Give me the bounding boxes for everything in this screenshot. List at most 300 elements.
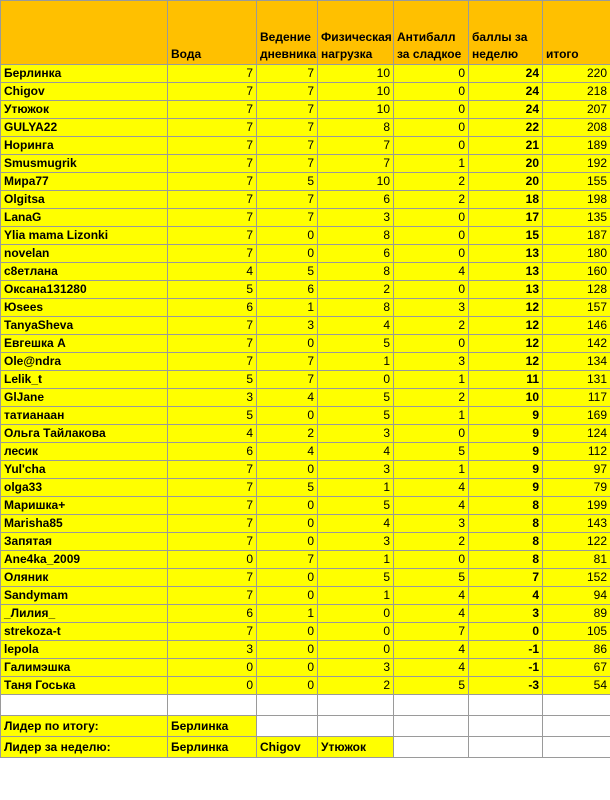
cell-physical[interactable]: 6: [318, 191, 394, 209]
cell-diary[interactable]: 0: [257, 335, 318, 353]
cell-week[interactable]: 15: [469, 227, 543, 245]
cell-name[interactable]: olga33: [1, 479, 168, 497]
cell-diary[interactable]: 7: [257, 101, 318, 119]
cell-total[interactable]: 94: [543, 587, 610, 605]
cell-total[interactable]: 142: [543, 335, 610, 353]
cell-physical[interactable]: 5: [318, 497, 394, 515]
table-row: [1, 245, 610, 263]
cell-physical[interactable]: 6: [318, 245, 394, 263]
cell-voda[interactable]: 7: [168, 335, 257, 353]
cell-week[interactable]: 12: [469, 317, 543, 335]
cell-week[interactable]: 12: [469, 353, 543, 371]
empty-cell[interactable]: [394, 716, 469, 737]
cell-name[interactable]: Ole@ndra: [1, 353, 168, 371]
cell-name[interactable]: Lelik_t: [1, 371, 168, 389]
table-row: [1, 371, 610, 389]
table-row: [1, 461, 610, 479]
empty-cell[interactable]: [1, 695, 168, 716]
empty-cell[interactable]: [543, 737, 610, 758]
cell-week[interactable]: 9: [469, 461, 543, 479]
cell-total[interactable]: 155: [543, 173, 610, 191]
cell-antiball[interactable]: 1: [394, 407, 469, 425]
cell-name[interactable]: Chigov: [1, 83, 168, 101]
cell-voda[interactable]: 7: [168, 119, 257, 137]
cell-total[interactable]: 198: [543, 191, 610, 209]
cell-physical[interactable]: 7: [318, 137, 394, 155]
cell-diary[interactable]: 0: [257, 461, 318, 479]
cell-total[interactable]: 135: [543, 209, 610, 227]
table-row: [1, 677, 610, 695]
cell-voda[interactable]: 0: [168, 659, 257, 677]
cell-total[interactable]: 189: [543, 137, 610, 155]
cell-diary[interactable]: 0: [257, 227, 318, 245]
cell-name[interactable]: Оксана131280: [1, 281, 168, 299]
cell-diary[interactable]: 7: [257, 371, 318, 389]
cell-total[interactable]: 117: [543, 389, 610, 407]
cell-total[interactable]: 218: [543, 83, 610, 101]
cell-physical[interactable]: 10: [318, 65, 394, 83]
cell-total[interactable]: 207: [543, 101, 610, 119]
empty-cell[interactable]: [543, 695, 610, 716]
header-diary[interactable]: Ведение дневника: [257, 1, 318, 65]
cell-diary[interactable]: 0: [257, 677, 318, 695]
cell-diary[interactable]: 6: [257, 281, 318, 299]
empty-cell[interactable]: [318, 695, 394, 716]
empty-cell[interactable]: [394, 737, 469, 758]
cell-physical[interactable]: 0: [318, 371, 394, 389]
table-row: [1, 443, 610, 461]
empty-cell[interactable]: [469, 716, 543, 737]
cell-voda[interactable]: 7: [168, 461, 257, 479]
cell-voda[interactable]: 7: [168, 245, 257, 263]
cell-antiball[interactable]: 1: [394, 155, 469, 173]
empty-cell[interactable]: [318, 716, 394, 737]
cell-physical[interactable]: 3: [318, 209, 394, 227]
cell-antiball[interactable]: 5: [394, 569, 469, 587]
cell-total[interactable]: 146: [543, 317, 610, 335]
cell-antiball[interactable]: 4: [394, 659, 469, 677]
cell-voda[interactable]: 5: [168, 407, 257, 425]
cell-name[interactable]: Оляник: [1, 569, 168, 587]
table-row: [1, 191, 610, 209]
cell-voda[interactable]: 6: [168, 605, 257, 623]
table-row: [1, 353, 610, 371]
cell-diary[interactable]: 7: [257, 155, 318, 173]
cell-diary[interactable]: 0: [257, 497, 318, 515]
cell-name[interactable]: strekoza-t: [1, 623, 168, 641]
table-row: [1, 497, 610, 515]
cell-voda[interactable]: 7: [168, 83, 257, 101]
leader-week-label[interactable]: Лидер за неделю:: [1, 737, 168, 758]
cell-diary[interactable]: 5: [257, 263, 318, 281]
cell-voda[interactable]: 7: [168, 209, 257, 227]
cell-name[interactable]: GULYA22: [1, 119, 168, 137]
cell-voda[interactable]: 7: [168, 497, 257, 515]
cell-name[interactable]: LanaG: [1, 209, 168, 227]
cell-voda[interactable]: 7: [168, 227, 257, 245]
cell-antiball[interactable]: 0: [394, 65, 469, 83]
cell-physical[interactable]: 4: [318, 317, 394, 335]
cell-week[interactable]: 7: [469, 569, 543, 587]
cell-name[interactable]: Ylia mama Lizonki: [1, 227, 168, 245]
header-antiball[interactable]: Антибалл за сладкое: [394, 1, 469, 65]
leader-total-row: [1, 716, 610, 737]
table-row: [1, 335, 610, 353]
cell-name[interactable]: lepola: [1, 641, 168, 659]
empty-cell[interactable]: [168, 695, 257, 716]
cell-name[interactable]: Маришка+: [1, 497, 168, 515]
cell-physical[interactable]: 3: [318, 533, 394, 551]
cell-antiball[interactable]: 2: [394, 191, 469, 209]
cell-week[interactable]: -3: [469, 677, 543, 695]
cell-antiball[interactable]: 4: [394, 497, 469, 515]
cell-name[interactable]: TanyaSheva: [1, 317, 168, 335]
cell-antiball[interactable]: 0: [394, 119, 469, 137]
cell-physical[interactable]: 5: [318, 335, 394, 353]
cell-total[interactable]: 105: [543, 623, 610, 641]
cell-name[interactable]: лесик: [1, 443, 168, 461]
cell-antiball[interactable]: 5: [394, 677, 469, 695]
cell-name[interactable]: Утюжок: [1, 101, 168, 119]
cell-total[interactable]: 160: [543, 263, 610, 281]
cell-diary[interactable]: 7: [257, 65, 318, 83]
cell-name[interactable]: Норинга: [1, 137, 168, 155]
cell-antiball[interactable]: 0: [394, 335, 469, 353]
cell-total[interactable]: 180: [543, 245, 610, 263]
cell-voda[interactable]: 7: [168, 515, 257, 533]
cell-total[interactable]: 128: [543, 281, 610, 299]
cell-physical[interactable]: 1: [318, 551, 394, 569]
cell-total[interactable]: 169: [543, 407, 610, 425]
cell-diary[interactable]: 2: [257, 425, 318, 443]
table-row: [1, 515, 610, 533]
empty-cell[interactable]: [469, 737, 543, 758]
cell-physical[interactable]: 5: [318, 389, 394, 407]
cell-name[interactable]: GlJane: [1, 389, 168, 407]
cell-voda[interactable]: 7: [168, 587, 257, 605]
leader-week-row: [1, 737, 610, 758]
cell-voda[interactable]: 5: [168, 281, 257, 299]
empty-cell[interactable]: [469, 695, 543, 716]
table-row: [1, 551, 610, 569]
cell-physical[interactable]: 8: [318, 119, 394, 137]
cell-diary[interactable]: 7: [257, 191, 318, 209]
cell-voda[interactable]: 7: [168, 173, 257, 191]
cell-antiball[interactable]: 0: [394, 227, 469, 245]
cell-voda[interactable]: 7: [168, 623, 257, 641]
cell-antiball[interactable]: 0: [394, 281, 469, 299]
cell-name[interactable]: Smusmugrik: [1, 155, 168, 173]
table-row: [1, 641, 610, 659]
cell-antiball[interactable]: 0: [394, 425, 469, 443]
cell-week[interactable]: 12: [469, 335, 543, 353]
cell-name[interactable]: Берлинка: [1, 65, 168, 83]
cell-week[interactable]: 22: [469, 119, 543, 137]
cell-total[interactable]: 112: [543, 443, 610, 461]
cell-antiball[interactable]: 0: [394, 83, 469, 101]
empty-cell[interactable]: [257, 695, 318, 716]
cell-name[interactable]: Мира77: [1, 173, 168, 191]
cell-week[interactable]: 24: [469, 101, 543, 119]
cell-antiball[interactable]: 2: [394, 533, 469, 551]
cell-week[interactable]: 3: [469, 605, 543, 623]
cell-week[interactable]: 9: [469, 479, 543, 497]
cell-voda[interactable]: 6: [168, 299, 257, 317]
cell-voda[interactable]: 7: [168, 137, 257, 155]
cell-total[interactable]: 67: [543, 659, 610, 677]
cell-physical[interactable]: 2: [318, 281, 394, 299]
cell-voda[interactable]: 4: [168, 425, 257, 443]
cell-antiball[interactable]: 0: [394, 245, 469, 263]
table-row: [1, 227, 610, 245]
cell-week[interactable]: 8: [469, 533, 543, 551]
cell-voda[interactable]: 3: [168, 641, 257, 659]
cell-diary[interactable]: 0: [257, 587, 318, 605]
cell-antiball[interactable]: 1: [394, 461, 469, 479]
cell-total[interactable]: 192: [543, 155, 610, 173]
cell-antiball[interactable]: 4: [394, 587, 469, 605]
cell-diary[interactable]: 0: [257, 533, 318, 551]
cell-antiball[interactable]: 4: [394, 641, 469, 659]
cell-total[interactable]: 131: [543, 371, 610, 389]
cell-week[interactable]: 8: [469, 551, 543, 569]
table-row: [1, 659, 610, 677]
cell-diary[interactable]: 3: [257, 317, 318, 335]
cell-name[interactable]: Sandymam: [1, 587, 168, 605]
cell-antiball[interactable]: 0: [394, 209, 469, 227]
cell-voda[interactable]: 7: [168, 479, 257, 497]
table-row: [1, 569, 610, 587]
cell-voda[interactable]: 7: [168, 353, 257, 371]
cell-total[interactable]: 208: [543, 119, 610, 137]
cell-physical[interactable]: 3: [318, 425, 394, 443]
cell-name[interactable]: Marisha85: [1, 515, 168, 533]
cell-diary[interactable]: 5: [257, 479, 318, 497]
cell-week[interactable]: 13: [469, 245, 543, 263]
cell-voda[interactable]: 3: [168, 389, 257, 407]
cell-antiball[interactable]: 4: [394, 605, 469, 623]
cell-week[interactable]: 20: [469, 155, 543, 173]
cell-voda[interactable]: 7: [168, 65, 257, 83]
cell-diary[interactable]: 4: [257, 389, 318, 407]
cell-diary[interactable]: 7: [257, 137, 318, 155]
leader-week-name[interactable]: Утюжок: [318, 737, 394, 758]
cell-physical[interactable]: 8: [318, 227, 394, 245]
cell-physical[interactable]: 4: [318, 443, 394, 461]
cell-diary[interactable]: 0: [257, 641, 318, 659]
cell-voda[interactable]: 0: [168, 551, 257, 569]
cell-voda[interactable]: 7: [168, 317, 257, 335]
cell-diary[interactable]: 7: [257, 209, 318, 227]
cell-voda[interactable]: 4: [168, 263, 257, 281]
table-row: [1, 155, 610, 173]
cell-antiball[interactable]: 2: [394, 173, 469, 191]
cell-week[interactable]: 12: [469, 299, 543, 317]
cell-voda[interactable]: 5: [168, 371, 257, 389]
cell-name[interactable]: Таня Госька: [1, 677, 168, 695]
cell-total[interactable]: 187: [543, 227, 610, 245]
cell-week[interactable]: 9: [469, 443, 543, 461]
cell-voda[interactable]: 7: [168, 569, 257, 587]
cell-diary[interactable]: 0: [257, 659, 318, 677]
header-total[interactable]: итого: [543, 1, 610, 65]
cell-total[interactable]: 79: [543, 479, 610, 497]
cell-diary[interactable]: 0: [257, 245, 318, 263]
cell-total[interactable]: 86: [543, 641, 610, 659]
cell-physical[interactable]: 0: [318, 605, 394, 623]
cell-physical[interactable]: 5: [318, 407, 394, 425]
cell-antiball[interactable]: 2: [394, 317, 469, 335]
empty-cell[interactable]: [257, 716, 318, 737]
cell-physical[interactable]: 8: [318, 299, 394, 317]
cell-antiball[interactable]: 5: [394, 443, 469, 461]
cell-total[interactable]: 143: [543, 515, 610, 533]
cell-total[interactable]: 54: [543, 677, 610, 695]
table-row: [1, 65, 610, 83]
cell-week[interactable]: 10: [469, 389, 543, 407]
cell-physical[interactable]: 10: [318, 173, 394, 191]
cell-physical[interactable]: 1: [318, 587, 394, 605]
cell-antiball[interactable]: 0: [394, 137, 469, 155]
cell-physical[interactable]: 3: [318, 461, 394, 479]
cell-week[interactable]: 9: [469, 407, 543, 425]
cell-week[interactable]: 0: [469, 623, 543, 641]
cell-physical[interactable]: 1: [318, 353, 394, 371]
cell-physical[interactable]: 10: [318, 83, 394, 101]
table-row: [1, 479, 610, 497]
empty-cell[interactable]: [543, 716, 610, 737]
cell-name[interactable]: Запятая: [1, 533, 168, 551]
cell-voda[interactable]: 7: [168, 155, 257, 173]
cell-diary[interactable]: 7: [257, 83, 318, 101]
leader-total-label[interactable]: Лидер по итогу:: [1, 716, 168, 737]
cell-diary[interactable]: 4: [257, 443, 318, 461]
cell-diary[interactable]: 7: [257, 551, 318, 569]
cell-diary[interactable]: 0: [257, 407, 318, 425]
cell-physical[interactable]: 0: [318, 623, 394, 641]
cell-antiball[interactable]: 4: [394, 263, 469, 281]
cell-name[interactable]: Евгешка А: [1, 335, 168, 353]
header-week[interactable]: баллы за неделю: [469, 1, 543, 65]
header-physical[interactable]: Физическая нагрузка: [318, 1, 394, 65]
table-row: [1, 209, 610, 227]
leader-week-name[interactable]: Берлинка: [168, 737, 257, 758]
cell-week[interactable]: 24: [469, 83, 543, 101]
cell-week[interactable]: 8: [469, 497, 543, 515]
cell-week[interactable]: 21: [469, 137, 543, 155]
cell-week[interactable]: -1: [469, 641, 543, 659]
table-row: [1, 281, 610, 299]
cell-name[interactable]: с8етлана: [1, 263, 168, 281]
cell-physical[interactable]: 2: [318, 677, 394, 695]
cell-voda[interactable]: 7: [168, 101, 257, 119]
cell-total[interactable]: 89: [543, 605, 610, 623]
cell-antiball[interactable]: 0: [394, 101, 469, 119]
cell-total[interactable]: 199: [543, 497, 610, 515]
cell-total[interactable]: 157: [543, 299, 610, 317]
cell-physical[interactable]: 7: [318, 155, 394, 173]
cell-physical[interactable]: 10: [318, 101, 394, 119]
cell-total[interactable]: 81: [543, 551, 610, 569]
cell-diary[interactable]: 1: [257, 299, 318, 317]
leader-week-name[interactable]: Chigov: [257, 737, 318, 758]
cell-week[interactable]: 18: [469, 191, 543, 209]
cell-diary[interactable]: 7: [257, 353, 318, 371]
cell-physical[interactable]: 8: [318, 263, 394, 281]
cell-antiball[interactable]: 3: [394, 299, 469, 317]
cell-week[interactable]: -1: [469, 659, 543, 677]
cell-antiball[interactable]: 4: [394, 479, 469, 497]
cell-name[interactable]: Юsees: [1, 299, 168, 317]
cell-total[interactable]: 122: [543, 533, 610, 551]
cell-name[interactable]: Yul'cha: [1, 461, 168, 479]
cell-diary[interactable]: 0: [257, 623, 318, 641]
cell-physical[interactable]: 4: [318, 515, 394, 533]
table-row: [1, 317, 610, 335]
cell-week[interactable]: 9: [469, 425, 543, 443]
cell-name[interactable]: татианаан: [1, 407, 168, 425]
cell-antiball[interactable]: 1: [394, 371, 469, 389]
cell-diary[interactable]: 5: [257, 173, 318, 191]
cell-week[interactable]: 20: [469, 173, 543, 191]
cell-physical[interactable]: 0: [318, 641, 394, 659]
cell-name[interactable]: Галимэшка: [1, 659, 168, 677]
table-row: [1, 623, 610, 641]
cell-voda[interactable]: 0: [168, 677, 257, 695]
cell-week[interactable]: 4: [469, 587, 543, 605]
cell-diary[interactable]: 0: [257, 515, 318, 533]
cell-antiball[interactable]: 7: [394, 623, 469, 641]
leader-total-name[interactable]: Берлинка: [168, 716, 257, 737]
cell-name[interactable]: novelan: [1, 245, 168, 263]
cell-antiball[interactable]: 2: [394, 389, 469, 407]
cell-name[interactable]: _Лилия_: [1, 605, 168, 623]
cell-antiball[interactable]: 0: [394, 551, 469, 569]
cell-diary[interactable]: 1: [257, 605, 318, 623]
cell-name[interactable]: Ольга Тайлакова: [1, 425, 168, 443]
cell-week[interactable]: 13: [469, 263, 543, 281]
cell-voda[interactable]: 7: [168, 533, 257, 551]
cell-week[interactable]: 8: [469, 515, 543, 533]
cell-week[interactable]: 13: [469, 281, 543, 299]
table-row: [1, 389, 610, 407]
cell-diary[interactable]: 7: [257, 119, 318, 137]
cell-name[interactable]: Olgitsa: [1, 191, 168, 209]
header-name[interactable]: [1, 1, 168, 65]
cell-total[interactable]: 97: [543, 461, 610, 479]
cell-name[interactable]: Ane4ka_2009: [1, 551, 168, 569]
cell-voda[interactable]: 7: [168, 191, 257, 209]
cell-antiball[interactable]: 3: [394, 515, 469, 533]
table-row: [1, 299, 610, 317]
cell-total[interactable]: 152: [543, 569, 610, 587]
cell-physical[interactable]: 5: [318, 569, 394, 587]
cell-week[interactable]: 24: [469, 65, 543, 83]
cell-total[interactable]: 134: [543, 353, 610, 371]
cell-week[interactable]: 17: [469, 209, 543, 227]
cell-week[interactable]: 11: [469, 371, 543, 389]
cell-diary[interactable]: 0: [257, 569, 318, 587]
table-row: [1, 407, 610, 425]
cell-total[interactable]: 124: [543, 425, 610, 443]
cell-total[interactable]: 220: [543, 65, 610, 83]
cell-physical[interactable]: 3: [318, 659, 394, 677]
cell-voda[interactable]: 6: [168, 443, 257, 461]
empty-cell[interactable]: [394, 695, 469, 716]
header-voda[interactable]: Вода: [168, 1, 257, 65]
cell-physical[interactable]: 1: [318, 479, 394, 497]
cell-antiball[interactable]: 3: [394, 353, 469, 371]
